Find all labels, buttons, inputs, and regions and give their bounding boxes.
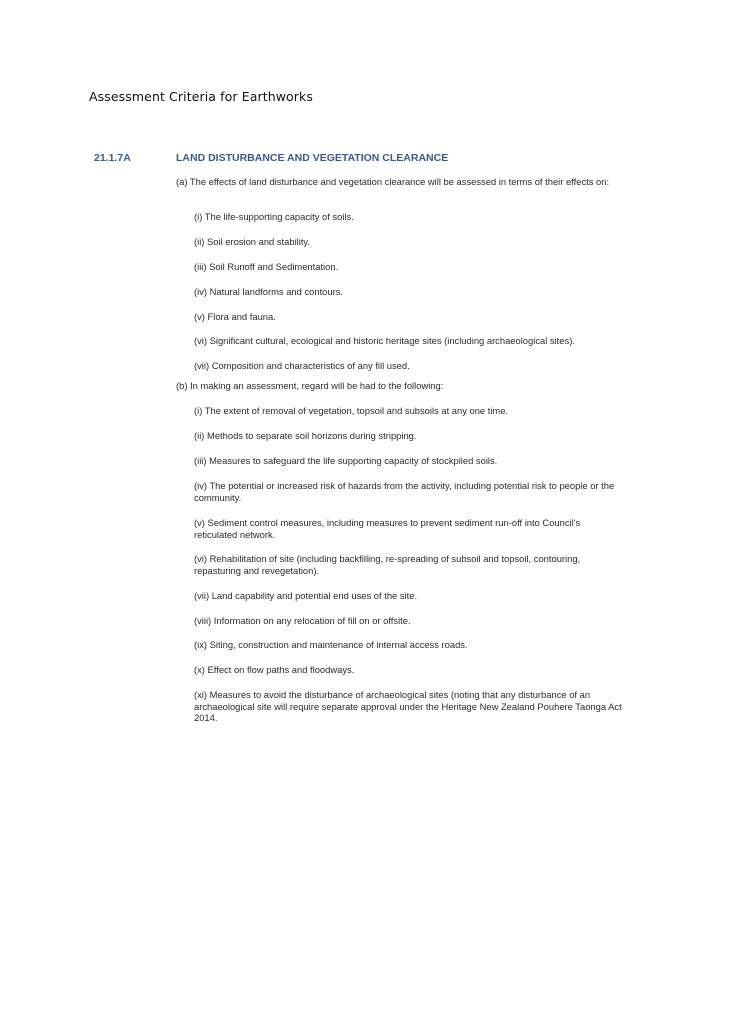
part-b-item: (viii) Information on any relocation of fill on or offsite.: [194, 615, 411, 626]
part-b-item: (ii) Methods to separate soil horizons during stripping.: [194, 430, 417, 441]
part-b-item: (vi) Rehabilitation of site (including backfilling, re-spreading of subsoil and topsoil, contouring, repasturing and revegetation).: [194, 553, 581, 576]
section-number: 21.1.7A: [94, 152, 131, 164]
part-a-item: (iii) Soil Runoff and Sedimentation.: [194, 261, 339, 272]
part-a-item: (iv) Natural landforms and contours.: [194, 286, 344, 297]
part-a-item: (ii) Soil erosion and stability.: [194, 236, 311, 247]
part-b-item: (xi) Measures to avoid the disturbance of archaeological sites (noting that any disturbance of an archaeological site will require separate approval under the Heritage New Zealand Pouhere Taonga Act 2014.: [194, 689, 622, 723]
part-b-item: (iii) Measures to safeguard the life supporting capacity of stockpiled soils.: [194, 455, 498, 466]
part-b-item: (ix) Siting, construction and maintenance of internal access roads.: [194, 639, 468, 650]
section-heading: LAND DISTURBANCE AND VEGETATION CLEARANCE: [176, 152, 449, 164]
part-a-item: (v) Flora and fauna.: [194, 311, 276, 322]
part-a-intro: (a) The effects of land disturbance and vegetation clearance will be assessed in terms of their effects on:: [176, 176, 610, 187]
part-b-item: (i) The extent of removal of vegetation, topsoil and subsoils at any one time.: [194, 405, 509, 416]
part-b-item: (v) Sediment control measures, including measures to prevent sediment run-off into Council's reticulated network.: [194, 517, 581, 540]
part-a-item: (i) The life-supporting capacity of soils.: [194, 211, 354, 222]
part-b-item: (vii) Land capability and potential end uses of the site.: [194, 590, 418, 601]
part-b-intro: (b) In making an assessment, regard will be had to the following:: [176, 380, 444, 391]
part-b-item: (x) Effect on flow paths and floodways.: [194, 664, 355, 675]
part-b-item: (iv) The potential or increased risk of hazards from the activity, including potential risk to people or the community.: [194, 480, 615, 503]
document-title: Assessment Criteria for Earthworks: [89, 89, 313, 104]
part-a-item: (vii) Composition and characteristics of any fill used.: [194, 360, 410, 371]
part-a-item: (vi) Significant cultural, ecological and historic heritage sites (including archaeological sites).: [194, 335, 575, 346]
